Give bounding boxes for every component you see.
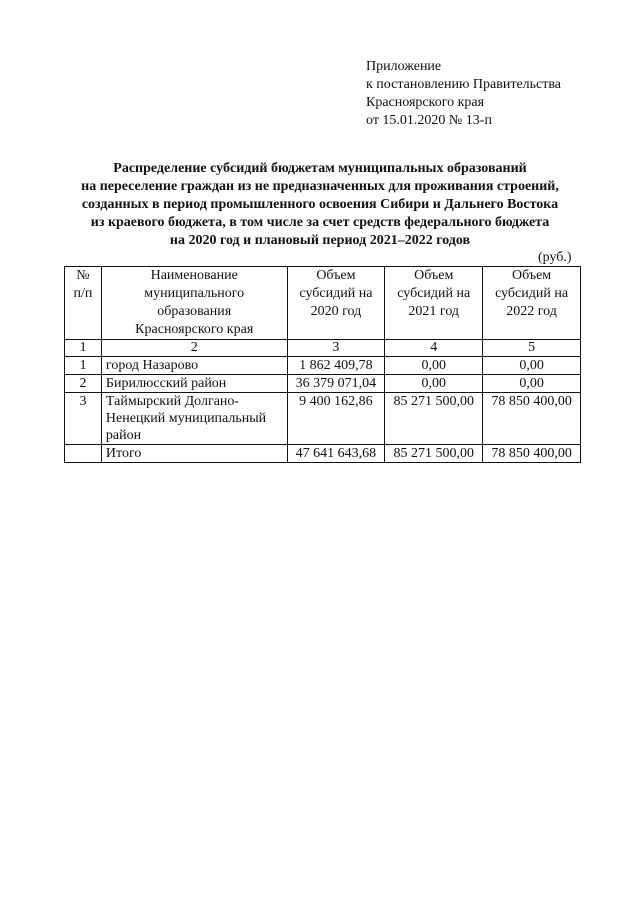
title-line: на переселение граждан из не предназначенных для проживания строений,	[81, 179, 559, 194]
header-line: Красноярского края	[135, 322, 254, 337]
municipality-name	[101, 357, 287, 375]
header-line: муниципального	[144, 286, 245, 301]
subsidy-table	[64, 266, 581, 463]
name-line: Ненецкий муниципальный	[105, 411, 267, 426]
value-2020: 1 862 409,78	[287, 357, 385, 375]
title-line: из краевого бюджета, в том числе за счет средств федерального бюджета	[90, 215, 550, 230]
name-line: Таймырский Долгано-	[105, 394, 240, 409]
appendix-line: от 15.01.2020 № 13-п	[366, 113, 492, 128]
total-2020: 47 641 643,68	[287, 445, 385, 463]
row-number: 3	[65, 393, 102, 445]
name-line: район	[105, 428, 142, 443]
header-2021	[385, 267, 483, 340]
total-2021: 85 271 500,00	[385, 445, 483, 463]
table-row	[65, 393, 581, 445]
header-line: 2022 год	[506, 304, 557, 319]
header-2022	[483, 267, 581, 340]
title-line: на 2020 год и плановый период 2021–2022 годов	[169, 233, 471, 248]
value-2022: 0,00	[483, 357, 581, 375]
name-line: Бирилюсский район	[105, 376, 227, 391]
table-row	[65, 357, 581, 375]
header-2020	[287, 267, 385, 340]
currency-unit: (руб.)	[538, 250, 572, 265]
value-2021: 85 271 500,00	[385, 393, 483, 445]
total-label: Итого	[101, 445, 287, 463]
header-municipality	[101, 267, 287, 340]
header-line: 2021 год	[408, 304, 460, 319]
appendix-line: Приложение	[366, 59, 442, 74]
header-line: 2020 год	[310, 304, 362, 319]
header-line: субсидий на	[299, 286, 373, 301]
value-2022: 78 850 400,00	[483, 393, 581, 445]
appendix-line: Красноярского края	[366, 95, 485, 110]
row-number: 2	[65, 375, 102, 393]
column-index: 4	[385, 340, 483, 357]
header-line: №	[76, 268, 90, 283]
header-line: Объем	[316, 268, 356, 283]
total-empty-cell	[65, 445, 102, 463]
appendix-block	[366, 58, 561, 130]
total-2022: 78 850 400,00	[483, 445, 581, 463]
header-line: п/п	[73, 286, 93, 301]
header-number	[65, 267, 102, 340]
header-line: субсидий на	[495, 286, 569, 301]
value-2020: 36 379 071,04	[287, 375, 385, 393]
document-title	[40, 160, 600, 250]
header-line: Объем	[414, 268, 454, 283]
column-index: 3	[287, 340, 385, 357]
title-line: Распределение субсидий бюджетам муниципальных образований	[113, 161, 527, 176]
municipality-name	[101, 393, 287, 445]
header-line: Объем	[511, 268, 552, 283]
header-row	[65, 267, 581, 340]
column-index: 1	[65, 340, 102, 357]
header-line: Наименование	[150, 268, 238, 283]
table-row	[65, 375, 581, 393]
header-line: субсидий на	[397, 286, 471, 301]
column-index: 2	[101, 340, 287, 357]
header-line: образования	[157, 304, 232, 319]
column-index-row	[65, 340, 581, 357]
name-line: город Назарово	[105, 358, 199, 373]
value-2022: 0,00	[483, 375, 581, 393]
column-index: 5	[483, 340, 581, 357]
total-row	[65, 445, 581, 463]
value-2021: 0,00	[385, 375, 483, 393]
title-line: созданных в период промышленного освоения Сибири и Дальнего Востока	[81, 197, 559, 212]
value-2021: 0,00	[385, 357, 483, 375]
municipality-name	[101, 375, 287, 393]
appendix-line: к постановлению Правительства	[366, 77, 562, 92]
value-2020: 9 400 162,86	[287, 393, 385, 445]
row-number: 1	[65, 357, 102, 375]
